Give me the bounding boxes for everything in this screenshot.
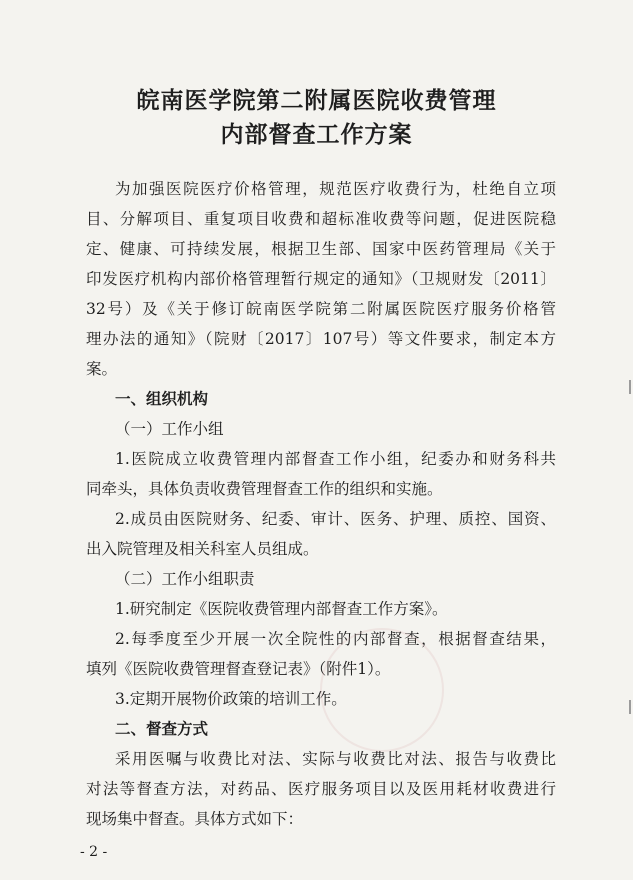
document-title-line-1: 皖南医学院第二附属医院收费管理	[136, 87, 497, 114]
page-number: - 2 -	[80, 844, 108, 860]
faint-stamp-mark	[320, 628, 444, 752]
duty-item: 3.定期开展物价政策的培训工作。	[115, 690, 347, 708]
paragraph-line: 出入院管理及相关科室人员组成。	[86, 540, 319, 558]
scan-edge-mark	[629, 380, 631, 394]
paragraph-line: 1.医院成立收费管理内部督查工作小组，纪委办和财务科共	[115, 450, 556, 468]
section-heading-organization: 一、组织机构	[115, 389, 209, 408]
paragraph-line: 同牵头，具体负责收费管理督查工作的组织和实施。	[86, 480, 443, 498]
paragraph-line: 对法等督查方法，对药品、医疗服务项目以及医用耗材收费进行	[86, 780, 556, 798]
intro-line: 目、分解项目、重复项目收费和超标准收费等问题，促进医院稳	[86, 210, 556, 228]
paragraph-line: 现场集中督查。具体方式如下：	[86, 810, 304, 828]
section-heading-inspection-method: 二、督查方式	[115, 719, 209, 738]
scan-edge-mark	[629, 700, 631, 714]
intro-line: 32号）及《关于修订皖南医学院第二附属医院医疗服务价格管	[86, 300, 556, 318]
subsection-heading-duties: （二）工作小组职责	[115, 570, 255, 588]
document-title-line-2: 内部督查工作方案	[220, 121, 413, 148]
subsection-heading-working-group: （一）工作小组	[115, 420, 224, 438]
intro-line: 为加强医院医疗价格管理，规范医疗收费行为，杜绝自立项	[115, 180, 556, 198]
intro-line: 案。	[86, 360, 118, 378]
intro-line: 印发医疗机构内部价格管理暂行规定的通知》（卫规财发〔2011〕	[86, 270, 556, 288]
paragraph-line: 采用医嘱与收费比对法、实际与收费比对法、报告与收费比	[115, 750, 556, 768]
intro-line: 理办法的通知》（院财〔2017〕107号）等文件要求，制定本方	[86, 330, 556, 348]
duty-item: 1.研究制定《医院收费管理内部督查工作方案》。	[115, 600, 448, 618]
intro-line: 定、健康、可持续发展，根据卫生部、国家中医药管理局《关于	[86, 240, 556, 258]
duty-item: 2.每季度至少开展一次全院性的内部督查，根据督查结果，	[115, 630, 556, 648]
duty-item: 填列《医院收费管理督查登记表》（附件1）。	[86, 660, 391, 678]
paragraph-line: 2.成员由医院财务、纪委、审计、医务、护理、质控、国资、	[115, 510, 556, 528]
